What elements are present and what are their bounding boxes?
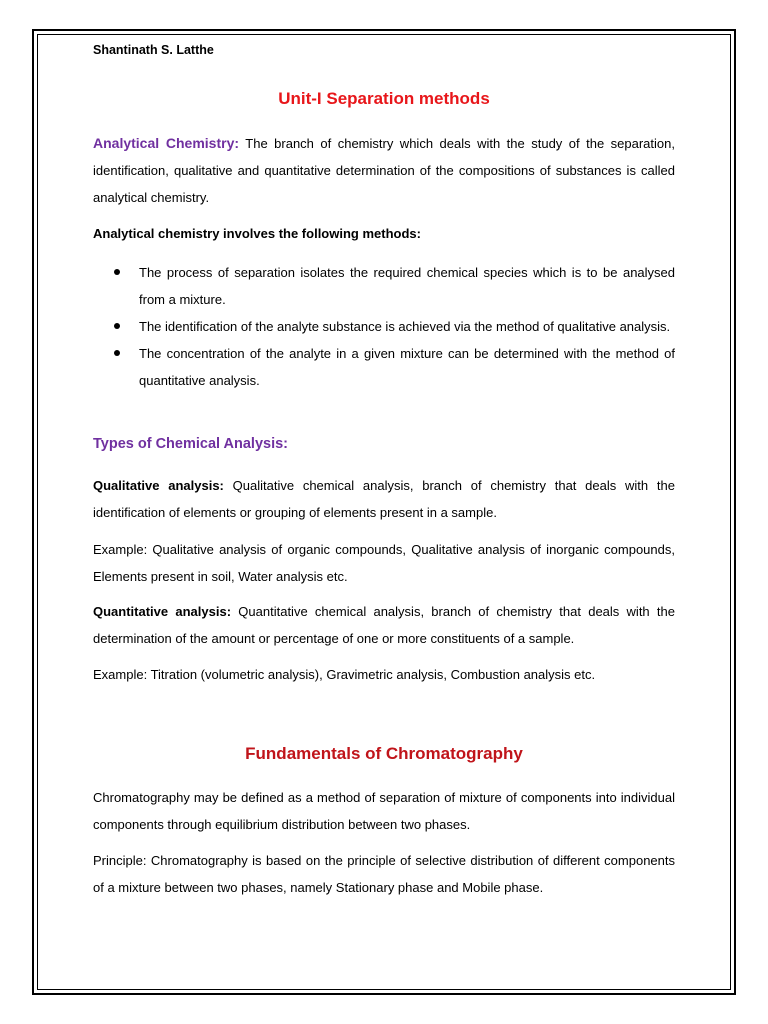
list-item-text: The identification of the analyte substance is achieved via the method of qualitative analysis. [139, 319, 671, 334]
methods-intro: Analytical chemistry involves the following methods: [93, 226, 421, 241]
qualitative-term: Qualitative analysis: [93, 478, 224, 493]
list-item [93, 313, 675, 340]
bullet-icon [114, 269, 120, 275]
bullet-icon [114, 323, 120, 329]
list-item [93, 340, 675, 394]
author-name: Shantinath S. Latthe [93, 43, 214, 57]
qualitative-example: Example: Qualitative analysis of organic compounds, Qualitative analysis of inorganic compounds, Elements present in soil, Water analysis etc. [93, 542, 675, 584]
chromatography-definition: Chromatography may be defined as a method of separation of mixture of components into individual components through equilibrium distribution between two phases. [93, 790, 675, 832]
analytical-chemistry-term: Analytical Chemistry: [93, 135, 240, 151]
quantitative-paragraph [93, 598, 675, 652]
quantitative-term: Quantitative analysis: [93, 604, 232, 619]
list-item [93, 259, 675, 313]
analytical-chemistry-definition: The branch of chemistry which deals with the study of the separation, identification, qualitative and quantitative determination of the compositions of substances is called analytical chemistry. [93, 136, 675, 205]
list-item-text: The process of separation isolates the required chemical species which is to be analysed from a mixture. [139, 265, 675, 307]
quantitative-example: Example: Titration (volumetric analysis), Gravimetric analysis, Combustion analysis etc. [93, 667, 596, 682]
qualitative-definition: Qualitative chemical analysis, branch of chemistry that deals with the identification of elements or grouping of elements present in a sample. [93, 478, 675, 520]
list-item-text: The concentration of the analyte in a given mixture can be determined with the method of quantitative analysis. [139, 346, 675, 388]
types-heading: Types of Chemical Analysis: [93, 436, 289, 452]
methods-list [93, 259, 675, 394]
chromatography-principle: Principle: Chromatography is based on the principle of selective distribution of different components of a mixture between two phases, namely Stationary phase and Mobile phase. [93, 853, 675, 895]
chromatography-title: Fundamentals of Chromatography [245, 744, 523, 763]
qualitative-paragraph [93, 472, 675, 526]
quantitative-definition: Quantitative chemical analysis, branch of chemistry that deals with the determination of the amount or percentage of one or more constituents of a sample. [93, 604, 675, 646]
analytical-chemistry-paragraph [93, 130, 675, 211]
bullet-icon [114, 350, 120, 356]
unit-title: Unit-I Separation methods [278, 89, 490, 108]
